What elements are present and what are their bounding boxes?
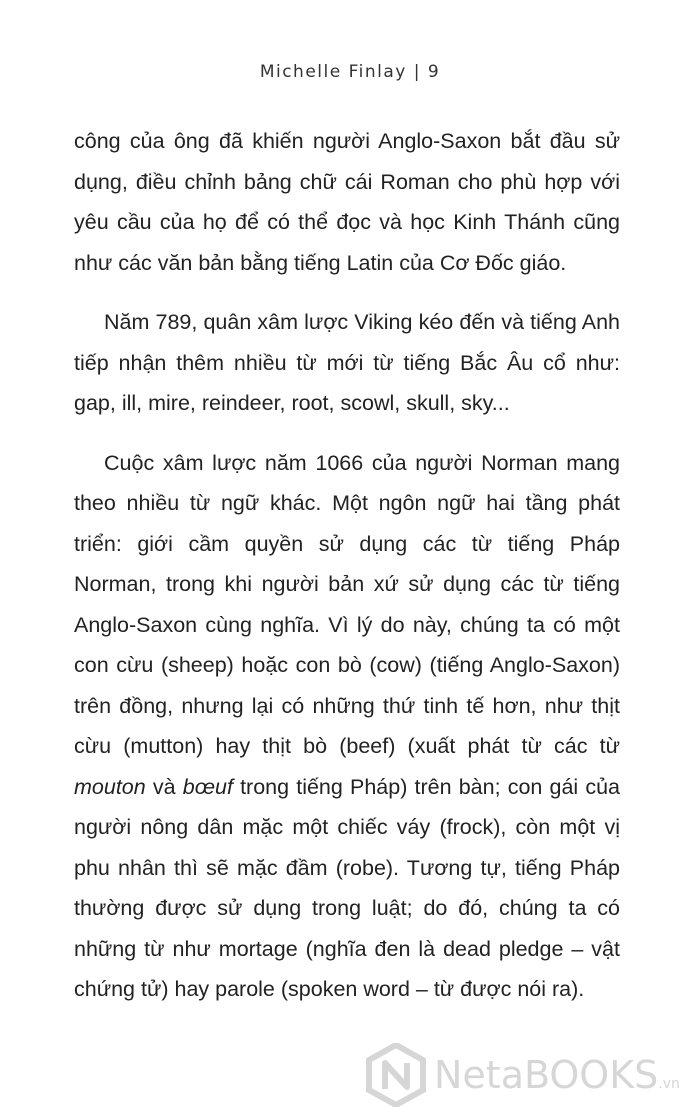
watermark-suffix: .vn — [658, 1076, 680, 1092]
paragraph-2-text: Năm 789, quân xâm lược Viking kéo đến và tiếng Anh tiếp nhận thêm nhiều từ mới từ tiếng Bắc Âu cổ như: gap, ill, mire, reindeer, root, scowl, skull, sky... — [74, 310, 620, 415]
netabooks-watermark — [366, 1040, 680, 1110]
watermark-brand: NetaBOOKS — [434, 1053, 659, 1097]
paragraph-3-text-a: Cuộc xâm lược năm 1066 của người Norman mang theo nhiều từ ngữ khác. Một ngôn ngữ hai tầng phát triển: giới cầm quyền sử dụng các từ tiếng Pháp Norman, trong khi người bản xứ sử dụng các từ tiếng Anglo-Saxon cùng nghĩa. Vì lý do này, chúng ta có một con cừu (sheep) hoặc con bò (cow) (tiếng Anglo-Saxon) trên đồng, nhưng lại có những thứ tinh tế hơn, như thịt cừu (mutton) hay thịt bò (beef) (xuất phát từ các từ — [74, 450, 620, 758]
paragraph-3-italic-mouton: mouton — [74, 774, 146, 799]
paragraph-1 — [74, 121, 620, 283]
running-header: Michelle Finlay | 9 — [259, 62, 441, 82]
paragraph-3-text-c: trong tiếng Pháp) trên bàn; con gái của người nông dân mặc một chiếc váy (frock), còn một vị phu nhân thì sẽ mặc đầm (robe). Tương tự, tiếng Pháp thường được sử dụng trong luật; do đó, chúng ta có những từ như mortage (nghĩa đen là dead pledge – vật chứng tử) hay parole (spoken word – từ được nói ra). — [74, 774, 621, 1001]
paragraph-3-italic-boeuf: bœuf — [182, 774, 233, 799]
paragraph-3 — [74, 443, 620, 1010]
paragraph-2 — [74, 302, 620, 424]
paragraph-3-text-b: và — [145, 774, 183, 799]
paragraph-1-text: công của ông đã khiến người Anglo-Saxon bắt đầu sử dụng, điều chỉnh bảng chữ cái Roman cho phù hợp với yêu cầu của họ để có thể đọc và học Kinh Thánh cũng như các văn bản bằng tiếng Latin của Cơ Đốc giáo. — [74, 129, 620, 275]
n-logo-icon — [366, 1043, 426, 1107]
body-text — [74, 121, 620, 1029]
